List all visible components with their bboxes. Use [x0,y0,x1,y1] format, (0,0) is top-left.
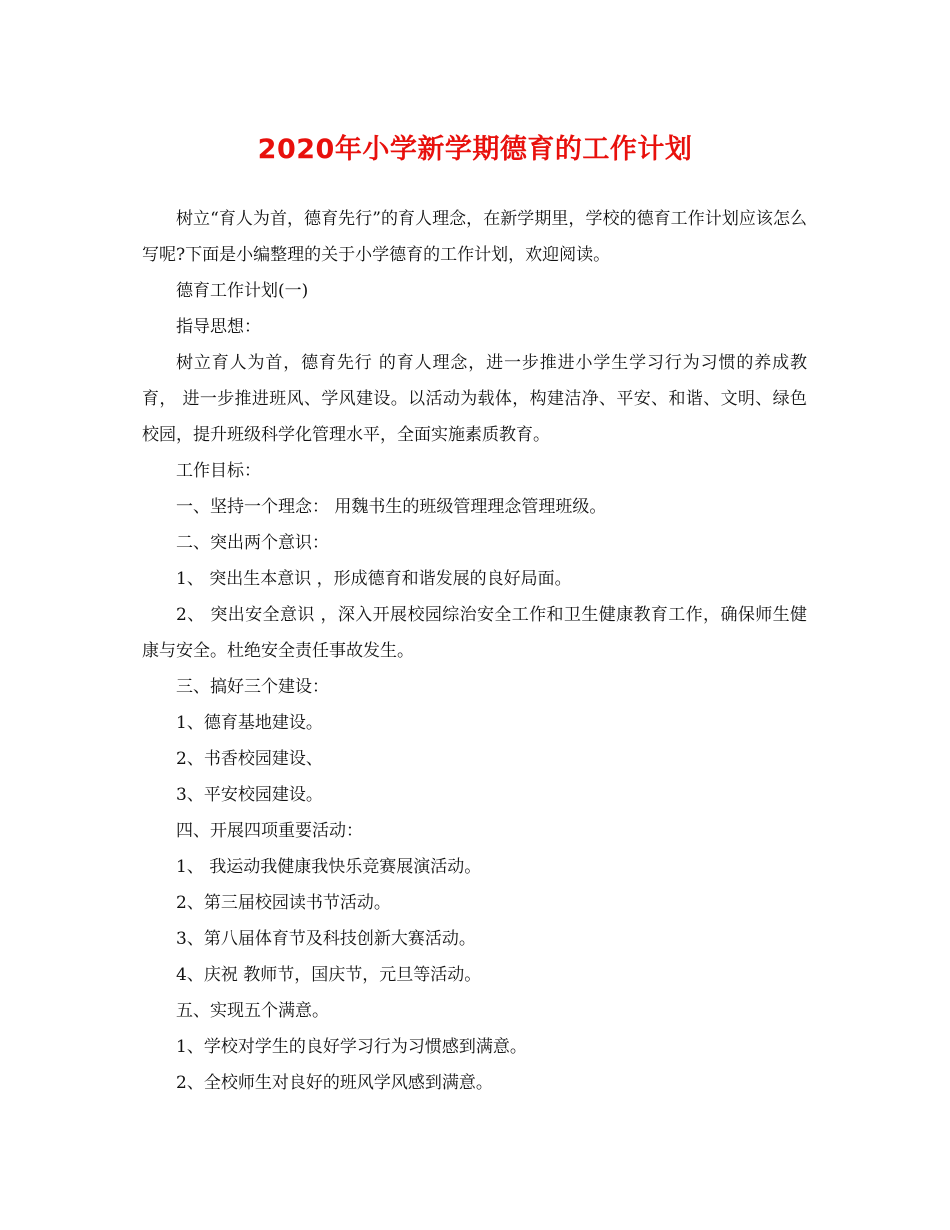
goal-three-item-2: 2、书香校园建设、 [176,749,323,769]
document-body [142,201,807,1101]
heading-guiding-thought: 指导思想： [176,317,261,337]
goal-five-item-2: 2、全校师生对良好的班风学风感到满意。 [176,1073,493,1093]
section-heading-plan-one: 德育工作计划(一) [176,281,309,301]
goal-five: 五、实现五个满意。 [176,1001,329,1021]
goal-four-item-1: 1、 我运动我健康我快乐竞赛展演活动。 [176,857,482,877]
goal-four-item-2: 2、第三届校园读书节活动。 [176,893,391,913]
goal-two-item-1: 1、 突出生本意识 ，形成德育和谐发展的良好局面。 [176,569,572,589]
goal-four-item-4: 4、庆祝 教师节，国庆节，元旦等活动。 [176,965,482,985]
intro-paragraph: 树立“育人为首，德育先行”的育人理念，在新学期里，学校的德育工作计划应该怎么写呢?下面是小编整理的关于小学德育的工作计划，欢迎阅读。 [142,209,807,265]
goal-three-item-3: 3、平安校园建设。 [176,785,323,805]
goal-three: 三、搞好三个建设： [176,677,329,697]
goal-three-item-1: 1、德育基地建设。 [176,713,323,733]
goal-four: 四、开展四项重要活动： [176,821,363,841]
goal-one: 一、坚持一个理念： 用魏书生的班级管理理念管理班级。 [176,497,607,517]
guiding-thought-paragraph: 树立育人为首，德育先行 的育人理念，进一步推进小学生学习行为习惯的养成教育， 进一步推进班风、学风建设。以活动为载体，构建洁净、平安、和谐、文明、绿色校园，提升班级科学化管理水平，全面实施素质教育。 [142,353,807,445]
heading-work-goals: 工作目标： [176,461,261,481]
document-title: 2020年小学新学期德育的工作计划 [257,134,693,165]
goal-two: 二、突出两个意识： [176,533,329,553]
goal-two-item-2: 2、 突出安全意识 ，深入开展校园综治安全工作和卫生健康教育工作，确保师生健康与安全。杜绝安全责任事故发生。 [142,605,807,661]
goal-five-item-1: 1、学校对学生的良好学习行为习惯感到满意。 [176,1037,527,1057]
goal-four-item-3: 3、第八届体育节及科技创新大赛活动。 [176,929,476,949]
